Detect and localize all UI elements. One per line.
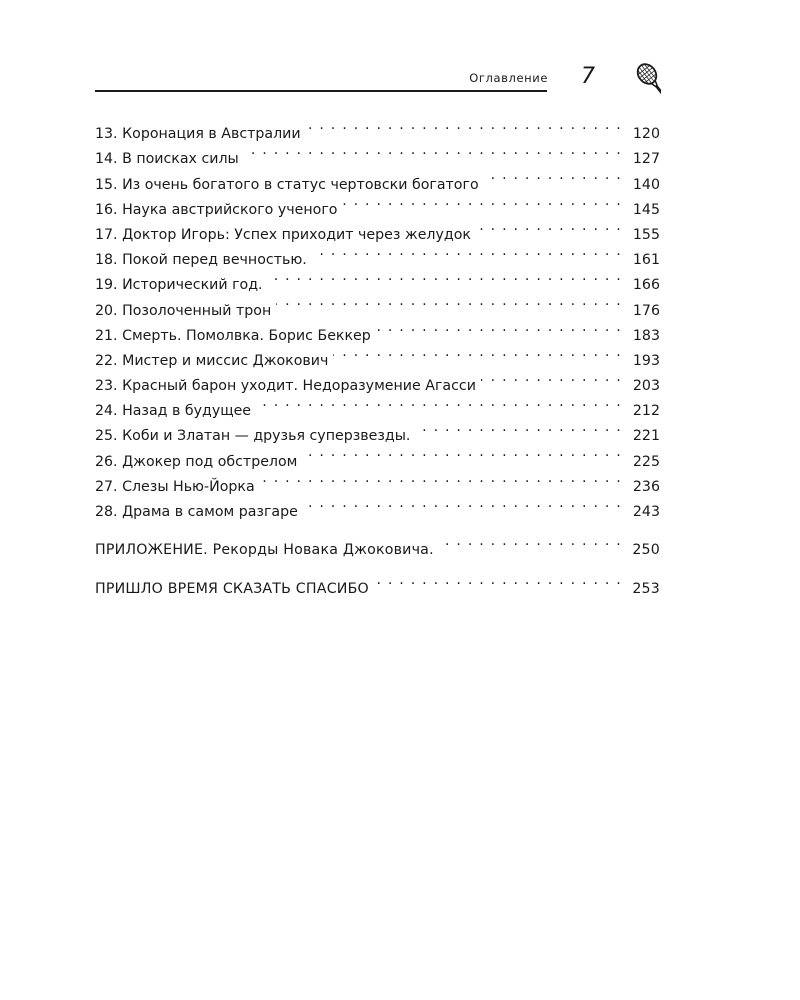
dot-leader <box>439 529 622 554</box>
dot-leader <box>376 315 622 340</box>
chapter-page-number: 203 <box>632 378 660 395</box>
dot-leader <box>484 163 622 188</box>
chapter-title: 26. Джокер под обстрелом <box>95 453 298 470</box>
dot-leader <box>260 466 622 491</box>
chapter-list <box>95 113 660 520</box>
chapter-title: 14. В поисках силы <box>95 151 239 168</box>
chapter-title: 17. Доктор Игорь: Успех приходит через желудок <box>95 226 471 243</box>
dot-leader <box>481 365 622 390</box>
chapter-title: 18. Покой перед вечностью. <box>95 252 307 269</box>
chapter-title: 22. Мистер и миссис Джокович <box>95 352 329 369</box>
tennis-racket-icon <box>623 62 661 94</box>
chapter-page-number: 145 <box>632 201 660 218</box>
section-title: Оглавление <box>469 71 548 85</box>
chapter-page-number: 127 <box>632 151 660 168</box>
toc-entry <box>95 113 660 143</box>
chapter-page-number: 183 <box>632 327 660 344</box>
chapter-title: 21. Смерть. Помолвка. Борис Беккер <box>95 327 371 344</box>
chapter-page-number: 166 <box>632 277 660 294</box>
chapter-page-number: 243 <box>632 504 660 520</box>
dot-leader <box>256 390 622 415</box>
dot-leader <box>306 113 622 138</box>
chapter-title: 16. Наука австрийского ученого <box>95 201 338 218</box>
dot-leader <box>333 340 622 365</box>
chapter-title: 20. Позолоченный трон <box>95 302 272 319</box>
appendix-title: ПРИЛОЖЕНИЕ. Рекорды Новака Джоковича. <box>95 542 434 559</box>
dot-leader <box>476 214 622 239</box>
dot-leader <box>276 289 622 314</box>
running-head <box>95 62 660 98</box>
chapter-page-number: 212 <box>632 403 660 420</box>
chapter-title: 28. Драма в самом разгаре <box>95 504 298 520</box>
chapter-title: 19. Исторический год. <box>95 277 263 294</box>
chapter-page-number: 161 <box>632 252 660 269</box>
dot-leader <box>415 415 622 440</box>
chapter-title: 23. Красный барон уходит. Недоразумение Агасси <box>95 378 476 395</box>
chapter-page-number: 120 <box>632 126 660 143</box>
chapter-page-number: 155 <box>632 226 660 243</box>
chapter-page-number: 221 <box>632 428 660 445</box>
chapter-title: 24. Назад в будущее <box>95 403 252 420</box>
table-of-contents <box>95 113 660 598</box>
dot-leader <box>303 491 622 516</box>
chapter-page-number: 176 <box>632 302 660 319</box>
page-number: 7 <box>581 64 595 89</box>
acknowledgements-title: ПРИШЛО ВРЕМЯ СКАЗАТЬ СПАСИБО <box>95 581 369 598</box>
dot-leader <box>342 189 622 214</box>
chapter-title: 27. Слезы Нью-Йорка <box>95 478 255 495</box>
acknowledgements-entry <box>95 568 660 598</box>
acknowledgements-page: 253 <box>632 581 660 598</box>
chapter-title: 15. Из очень богатого в статус чертовски богатого <box>95 176 479 193</box>
chapter-page-number: 140 <box>632 176 660 193</box>
dot-leader <box>244 138 622 163</box>
appendix-entry <box>95 529 660 559</box>
chapter-page-number: 236 <box>632 478 660 495</box>
chapter-title: 25. Коби и Златан — друзья суперзвезды. <box>95 428 411 445</box>
header-rule <box>95 90 547 92</box>
dot-leader <box>374 568 622 593</box>
chapter-page-number: 193 <box>632 352 660 369</box>
chapter-title: 13. Коронация в Австралии <box>95 126 301 143</box>
dot-leader <box>268 264 622 289</box>
chapter-page-number: 225 <box>632 453 660 470</box>
dot-leader <box>302 440 622 465</box>
appendix-page: 250 <box>632 542 660 559</box>
dot-leader <box>312 239 622 264</box>
